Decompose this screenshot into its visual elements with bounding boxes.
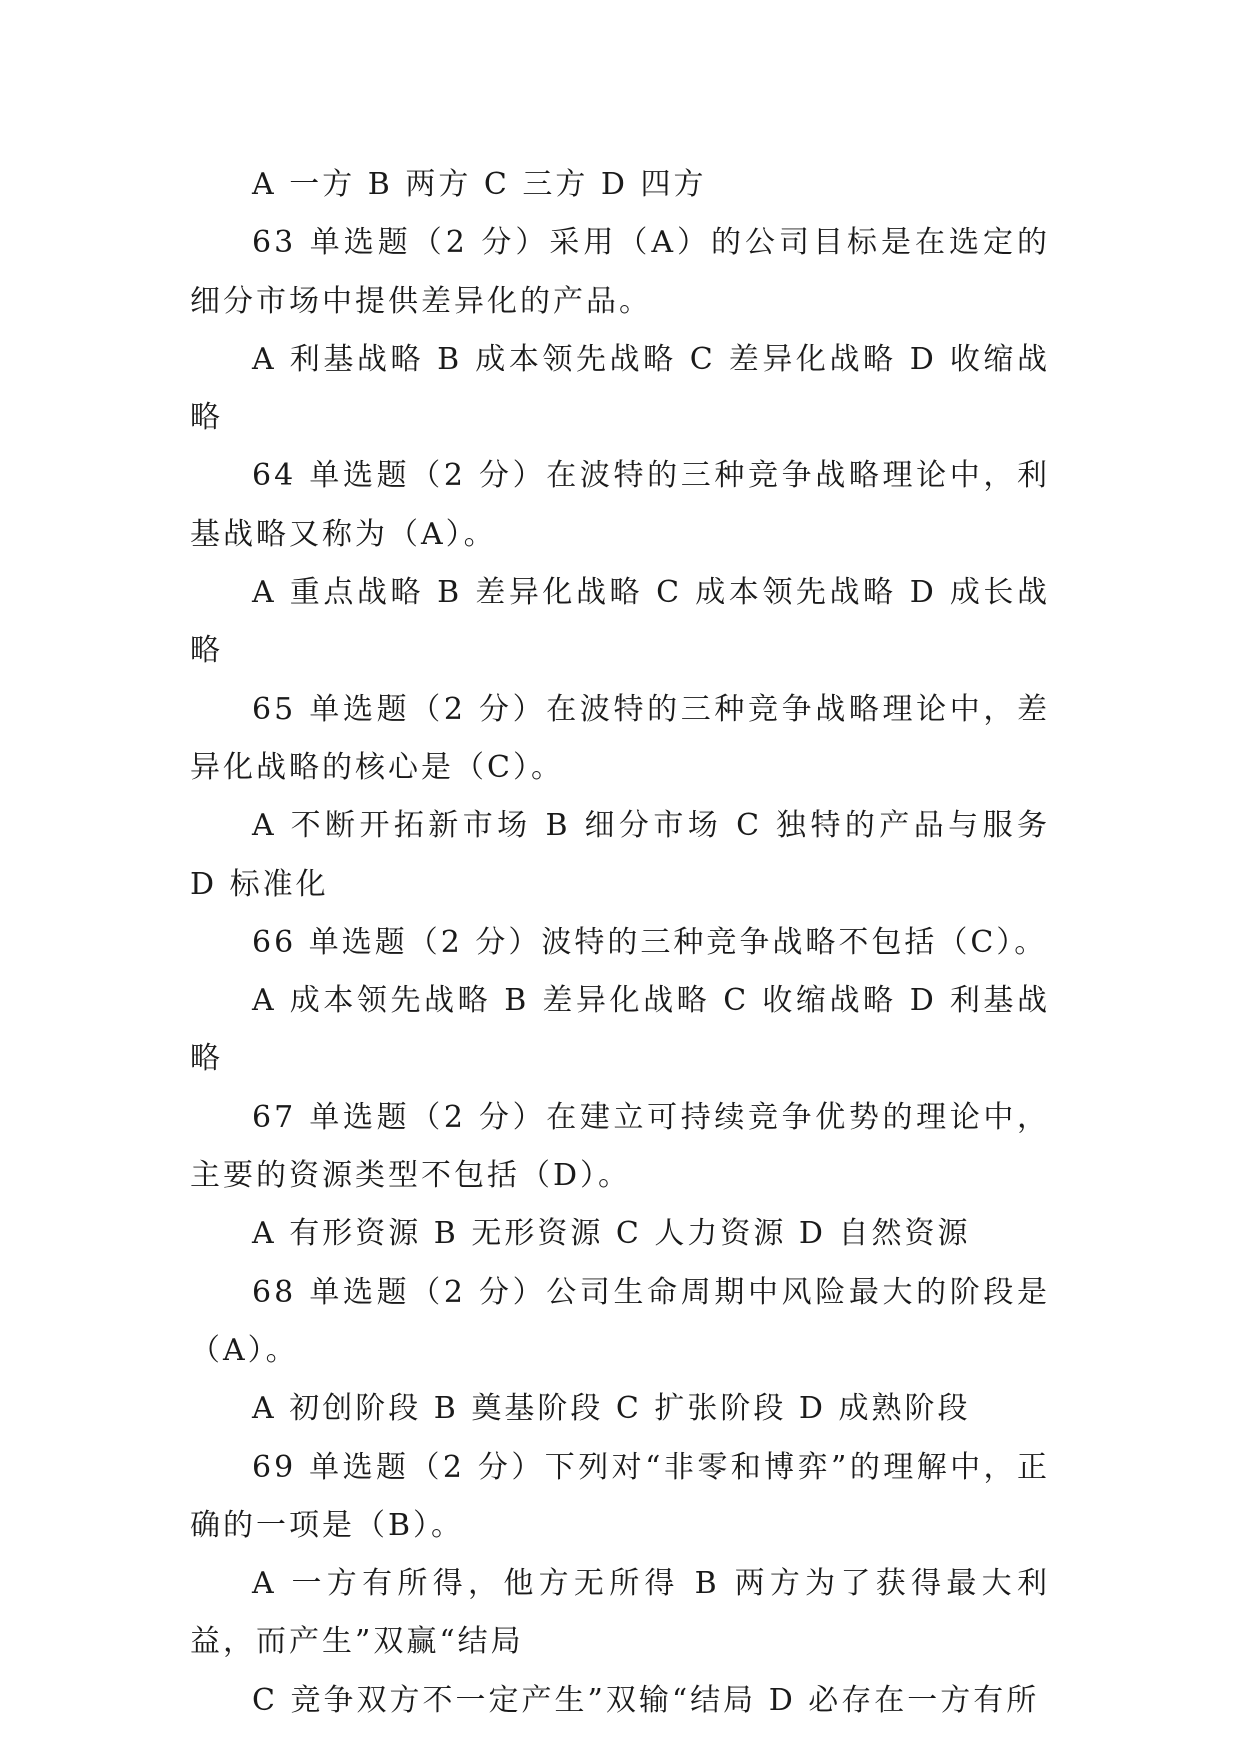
question-67: 67 单选题（2 分）在建立可持续竞争优势的理论中，主要的资源类型不包括（D）。: [190, 1099, 1050, 1194]
options-64: A 重点战略 B 差异化战略 C 成本领先战略 D 成长战略: [190, 575, 1050, 669]
question-63: 63 单选题（2 分）采用（A）的公司目标是在选定的细分市场中提供差异化的产品。: [190, 225, 1050, 319]
options-67: A 有形资源 B 无形资源 C 人力资源 D 自然资源: [252, 1216, 971, 1252]
options-63: A 利基战略 B 成本领先战略 C 差异化战略 D 收缩战略: [190, 341, 1050, 436]
question-66: 66 单选题（2 分）波特的三种竞争战略不包括（C）。: [252, 924, 1048, 960]
question-65: 65 单选题（2 分）在波特的三种竞争战略理论中，差异化战略的核心是（C）。: [190, 691, 1050, 785]
options-69-ab: A 一方有所得，他方无所得 B 两方为了获得最大利益，而产生”双赢“结局: [190, 1566, 1050, 1660]
options-68: A 初创阶段 B 奠基阶段 C 扩张阶段 D 成熟阶段: [252, 1391, 971, 1427]
option-line-62: A 一方 B 两方 C 三方 D 四方: [252, 167, 707, 202]
question-68: 68 单选题（2 分）公司生命周期中风险最大的阶段是（A）。: [190, 1274, 1050, 1368]
options-66: A 成本领先战略 B 差异化战略 C 收缩战略 D 利基战略: [190, 983, 1050, 1077]
question-69: 69 单选题（2 分）下列对“非零和博弈”的理解中，正确的一项是（B）。: [190, 1449, 1050, 1543]
document-body: [190, 156, 1050, 1730]
options-65: A 不断开拓新市场 B 细分市场 C 独特的产品与服务 D 标准化: [190, 808, 1050, 902]
question-64: 64 单选题（2 分）在波特的三种竞争战略理论中，利基战略又称为（A）。: [190, 458, 1050, 552]
options-69-cd: C 竞争双方不一定产生”双输“结局 D 必存在一方有所: [252, 1682, 1040, 1718]
